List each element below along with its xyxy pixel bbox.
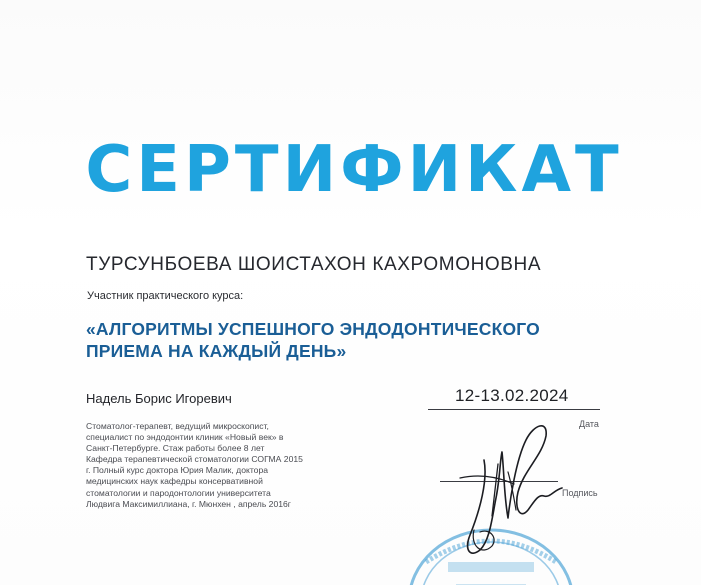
date-label: Дата — [579, 419, 599, 429]
course-date: 12-13.02.2024 — [455, 386, 569, 405]
lecturer-bio — [86, 421, 386, 510]
bio-line: Кафедра терапевтической стоматологии СОГМА 2015 — [86, 454, 303, 465]
signature-label: Подпись — [562, 488, 598, 498]
course-title-line-1: «АЛГОРИТМЫ УСПЕШНОГО ЭНДОДОНТИЧЕСКОГО — [86, 319, 540, 339]
course-title — [86, 318, 606, 362]
handwritten-signature — [430, 400, 590, 560]
recipient-name: ТУРСУНБОЕВА ШОИСТАХОН КАХРОМОНОВНА — [86, 254, 542, 275]
bio-line: специалист по эндодонтии клиник «Новый век» в — [86, 432, 284, 443]
bio-line: Стоматолог-терапевт, ведущий микроскопист, — [86, 421, 269, 431]
bio-line: Санкт-Петербурге. Стаж работы более 8 лет — [86, 443, 265, 454]
bio-line: г. Полный курс доктора Юрия Малик, доктора — [86, 465, 269, 476]
bio-line: Людвига Максимиллиана, г. Мюнхен , апрель 2016г — [86, 498, 291, 509]
bio-line: стоматологии и пародонтологии университета — [86, 487, 271, 498]
course-title-line-2: ПРИЕМА НА КАЖДЫЙ ДЕНЬ» — [86, 341, 347, 361]
participant-role: Участник практического курса: — [87, 290, 244, 302]
lecturer-name: Надель Борис Игоревич — [86, 391, 232, 406]
bio-line: медицинских наук кафедры консервативной — [86, 476, 263, 487]
certificate-title: СЕРТИФИКАТ — [85, 133, 623, 207]
